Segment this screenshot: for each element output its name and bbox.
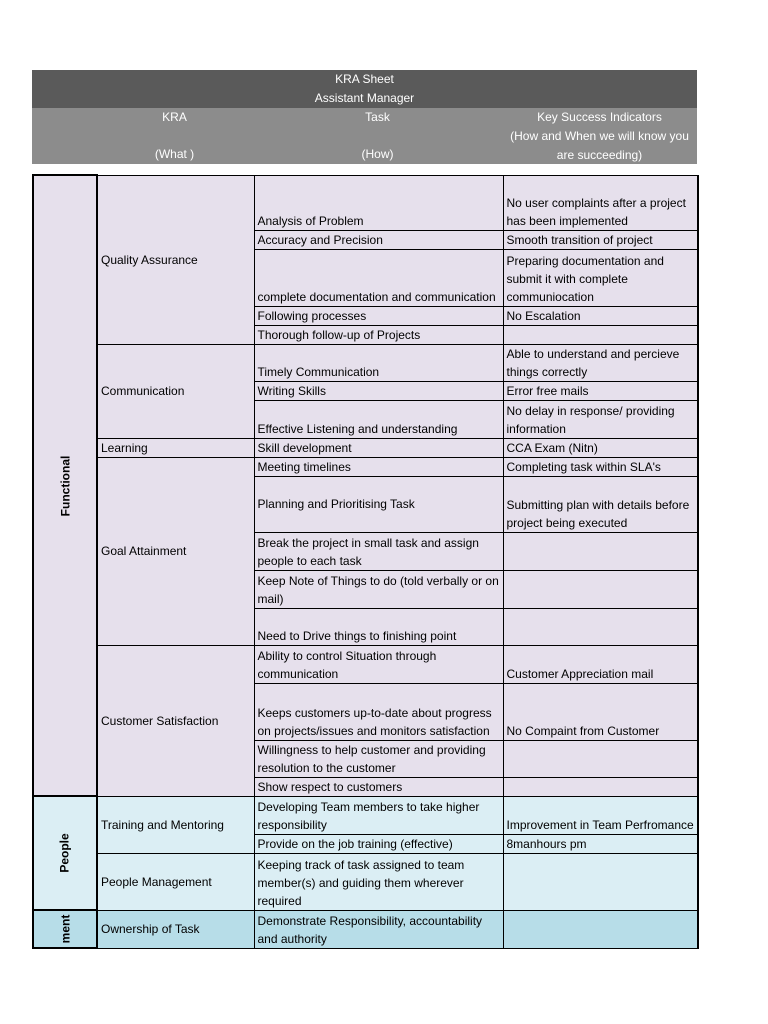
ksi-cell: Customer Appreciation mail <box>503 645 698 683</box>
kra-sheet <box>32 70 697 949</box>
task-column-header <box>253 108 502 164</box>
task-cell: Ability to control Situation through communication <box>254 645 503 683</box>
kra-header-label: KRA <box>162 110 187 124</box>
table-row <box>33 910 698 948</box>
ksi-header-label: Key Success Indicators <box>537 110 662 124</box>
sheet-subtitle: Assistant Manager <box>314 91 415 105</box>
table-row <box>33 175 698 230</box>
ksi-cell <box>503 325 698 344</box>
table-row <box>33 457 698 476</box>
table-row <box>33 645 698 683</box>
ksi-cell <box>503 853 698 910</box>
group-people: People <box>33 796 97 910</box>
task-cell: Planning and Prioritising Task <box>254 476 503 532</box>
task-cell: complete documentation and communication <box>254 249 503 306</box>
table-row <box>33 344 698 381</box>
task-cell: Thorough follow-up of Projects <box>254 325 503 344</box>
task-cell: Demonstrate Responsibility, accountability and authority <box>254 910 503 948</box>
ksi-cell: No delay in response/ providing information <box>503 400 698 438</box>
kra-learning: Learning <box>97 438 254 457</box>
ksi-cell: Error free mails <box>503 381 698 400</box>
ksi-cell: 8manhours pm <box>503 834 698 853</box>
task-cell: Keep Note of Things to do (told verbally or on mail) <box>254 570 503 608</box>
kra-table <box>32 174 699 949</box>
ksi-cell: Smooth transition of project <box>503 230 698 249</box>
task-cell: Developing Team members to take higher responsibility <box>254 796 503 834</box>
ksi-cell: No Escalation <box>503 306 698 325</box>
ksi-cell <box>503 777 698 796</box>
task-cell: Accuracy and Precision <box>254 230 503 249</box>
task-cell: Willingness to help customer and providing resolution to the customer <box>254 740 503 777</box>
task-cell: Show respect to customers <box>254 777 503 796</box>
ksi-header-sub: (How and When we will know you are succeeding) <box>510 129 689 162</box>
ksi-cell: No Compaint from Customer <box>503 683 698 740</box>
kra-training-mentoring: Training and Mentoring <box>97 796 254 853</box>
ksi-cell: No user complaints after a project has been implemented <box>503 175 698 230</box>
ksi-cell: Able to understand and percieve things correctly <box>503 344 698 381</box>
ksi-cell: Improvement in Team Perfromance <box>503 796 698 834</box>
ksi-cell <box>503 532 698 570</box>
task-cell: Keeping track of task assigned to team member(s) and guiding them wherever required <box>254 853 503 910</box>
ksi-cell: Preparing documentation and submit it with complete communiocation <box>503 249 698 306</box>
header-gap <box>32 164 697 174</box>
ksi-cell: Completing task within SLA's <box>503 457 698 476</box>
table-row <box>33 796 698 834</box>
group-management: ment <box>33 910 97 948</box>
task-cell: Analysis of Problem <box>254 175 503 230</box>
group-header-blank <box>32 108 96 165</box>
kra-header-sub: (What ) <box>154 147 195 161</box>
table-row <box>33 438 698 457</box>
task-cell: Skill development <box>254 438 503 457</box>
task-cell: Timely Communication <box>254 344 503 381</box>
kra-column-header <box>96 108 253 164</box>
kra-communication: Communication <box>97 344 254 438</box>
kra-people-management: People Management <box>97 853 254 910</box>
sheet-title: KRA Sheet <box>335 72 394 86</box>
table-row <box>33 853 698 910</box>
task-header-label: Task <box>365 110 390 124</box>
group-functional: Functional <box>33 175 97 796</box>
ksi-cell: CCA Exam (Nitn) <box>503 438 698 457</box>
task-cell: Provide on the job training (effective) <box>254 834 503 853</box>
kra-ownership-of-task: Ownership of Task <box>97 910 254 948</box>
ksi-cell <box>503 570 698 608</box>
ksi-cell <box>503 608 698 645</box>
kra-goal-attainment: Goal Attainment <box>97 457 254 645</box>
task-cell: Effective Listening and understanding <box>254 400 503 438</box>
kra-customer-satisfaction: Customer Satisfaction <box>97 645 254 796</box>
sheet-title-band <box>32 70 697 108</box>
task-cell: Break the project in small task and assign people to each task <box>254 532 503 570</box>
ksi-cell <box>503 740 698 777</box>
task-cell: Keeps customers up-to-date about progress on projects/issues and monitors satisfaction <box>254 683 503 740</box>
task-header-sub: (How) <box>361 147 394 161</box>
task-cell: Writing Skills <box>254 381 503 400</box>
ksi-column-header <box>502 108 697 165</box>
kra-quality-assurance: Quality Assurance <box>97 175 254 344</box>
task-cell: Need to Drive things to finishing point <box>254 608 503 645</box>
ksi-cell <box>503 910 698 948</box>
task-cell: Meeting timelines <box>254 457 503 476</box>
column-header-row <box>32 108 697 164</box>
task-cell: Following processes <box>254 306 503 325</box>
ksi-cell: Submitting plan with details before project being executed <box>503 476 698 532</box>
